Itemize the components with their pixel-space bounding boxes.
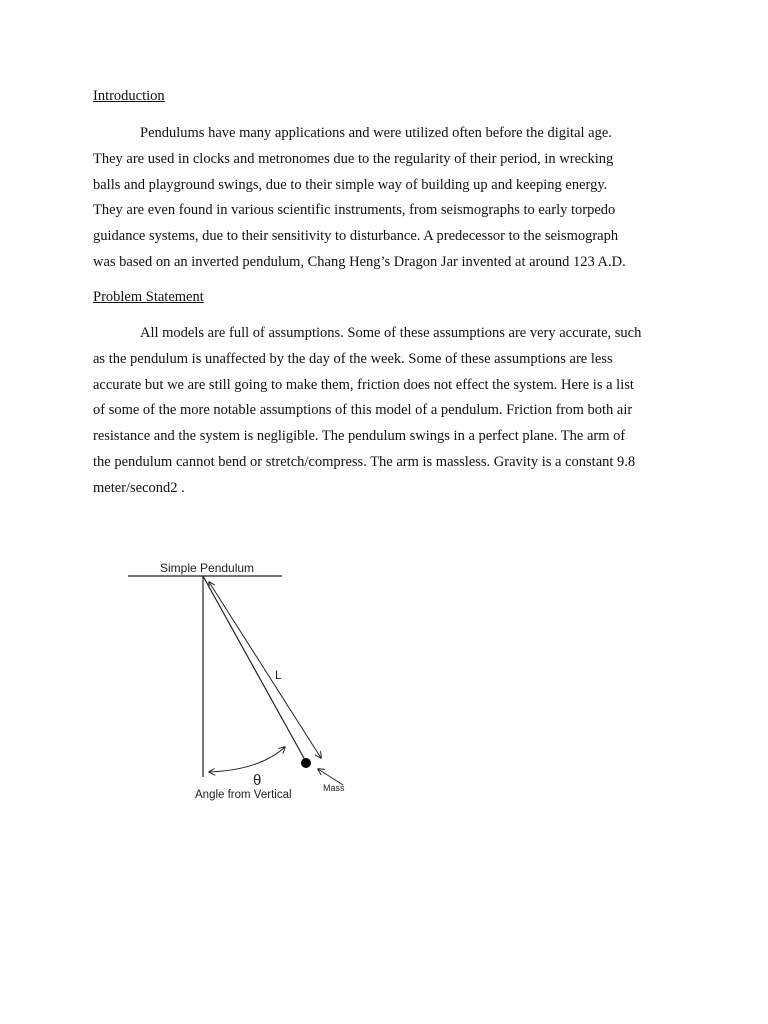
text-line: as the pendulum is unaffected by the day of the week. Some of these assumptions are less [93, 350, 613, 367]
paragraph-introduction [93, 121, 693, 276]
text-line: resistance and the system is negligible. The pendulum swings in a perfect plane. The arm of [93, 428, 626, 445]
text-line: accurate but we are still going to make them, friction does not effect the system. Here is a list [93, 376, 634, 393]
angle-arc-arrow [209, 747, 285, 772]
pendulum-arm [203, 576, 305, 760]
length-arrow [209, 582, 321, 758]
angle-symbol: θ [253, 772, 262, 789]
text-line: They are used in clocks and metronomes due to the regularity of their period, in wrecking [93, 150, 614, 167]
angle-label: Angle from Vertical [195, 789, 292, 801]
mass-label: Mass [323, 783, 345, 793]
text-line: They are even found in various scientific instruments, from seismographs to early torpedo [93, 202, 616, 219]
text-line: was based on an inverted pendulum, Chang Heng’s Dragon Jar invented at around 123 A.D. [93, 253, 626, 270]
text-line: Pendulums have many applications and were utilized often before the digital age. [140, 125, 612, 141]
heading-introduction: Introduction [93, 88, 165, 104]
paragraph-problem-statement [93, 321, 693, 502]
pendulum-mass-bob [301, 758, 311, 768]
text-line: meter/second2 . [93, 479, 185, 496]
text-line: the pendulum cannot bend or stretch/compress. The arm is massless. Gravity is a constant 9.8 [93, 453, 636, 470]
heading-problem-statement: Problem Statement [93, 289, 204, 305]
text-line: balls and playground swings, due to their simple way of building up and keeping energy. [93, 176, 608, 193]
length-label: L [275, 668, 282, 682]
text-line: All models are full of assumptions. Some of these assumptions are very accurate, such [140, 325, 642, 341]
text-line: guidance systems, due to their sensitivity to disturbance. A predecessor to the seismograph [93, 228, 619, 245]
figure-title: Simple Pendulum [160, 561, 255, 575]
simple-pendulum-diagram [125, 555, 365, 810]
text-line: of some of the more notable assumptions of this model of a pendulum. Friction from both air [93, 402, 633, 419]
